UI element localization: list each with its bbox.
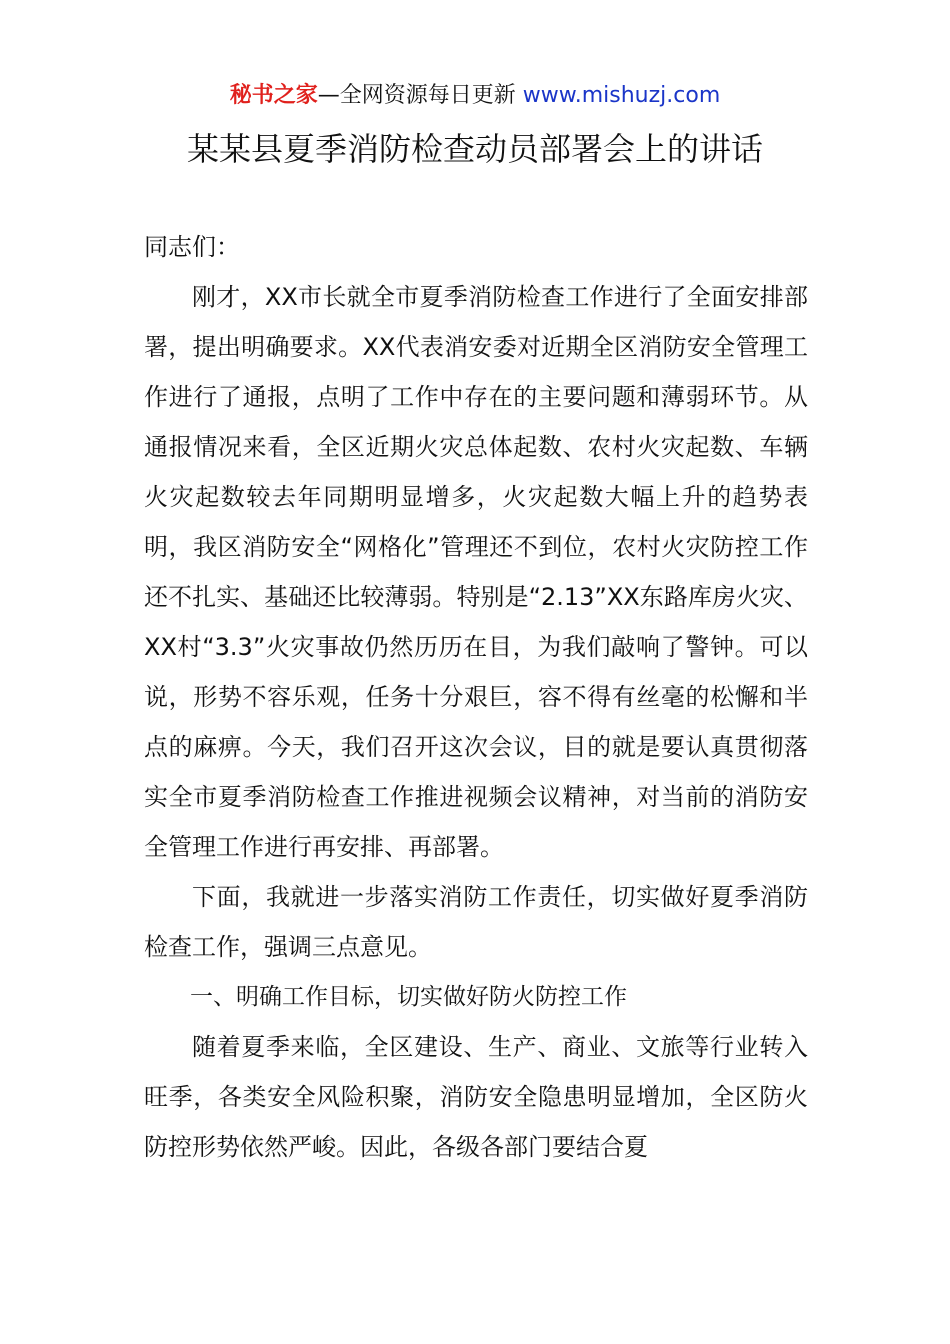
section-heading: 一、明确工作目标，切实做好防火防控工作 [190,984,627,1010]
paragraph-intro: 刚才，XX市长就全市夏季消防检查工作进行了全面安排部署，提出明确要求。XX代表消安委对近期全区消防安全管理工作进行了通报，点明了工作中存在的主要问题和薄弱环节。从通报情况来看，全区近期火灾总体起数、农村火灾起数、车辆火灾起数较去年同期明显增多，火灾起数大幅上升的趋势表明，我区消防安全“网格化”管理还不到位，农村火灾防控工作还不扎实、基础还比较薄弱。特别是“2.13”XX东路库房火灾、XX村“3.3”火灾事故仍然历历在目，为我们敲响了警钟。可以说，形势不容乐观，任务十分艰巨，容不得有丝毫的松懈和半点的麻痹。今天，我们召开这次会议，目的就是要认真贯彻落实全市夏季消防检查工作推进视频会议精神，对当前的消防安全管理工作进行再安排、再部署。 [144,283,808,861]
banner-tagline: —全网资源每日更新 [317,83,523,108]
salutation: 同志们： [144,233,240,261]
paragraph-outline: 下面，我就进一步落实消防工作责任，切实做好夏季消防检查工作，强调三点意见。 [144,883,808,961]
document-body [144,222,808,1172]
section-paragraph: 随着夏季来临，全区建设、生产、商业、文旅等行业转入旺季，各类安全风险积聚，消防安全隐患明显增加，全区防火防控形势依然严峻。因此，各级各部门要结合夏 [144,1033,808,1161]
site-url-link[interactable]: www.mishuzj.com [522,83,721,108]
site-banner [0,80,950,112]
brand-name: 秘书之家 [229,83,318,108]
document-title: 某某县夏季消防检查动员部署会上的讲话 [186,130,763,168]
